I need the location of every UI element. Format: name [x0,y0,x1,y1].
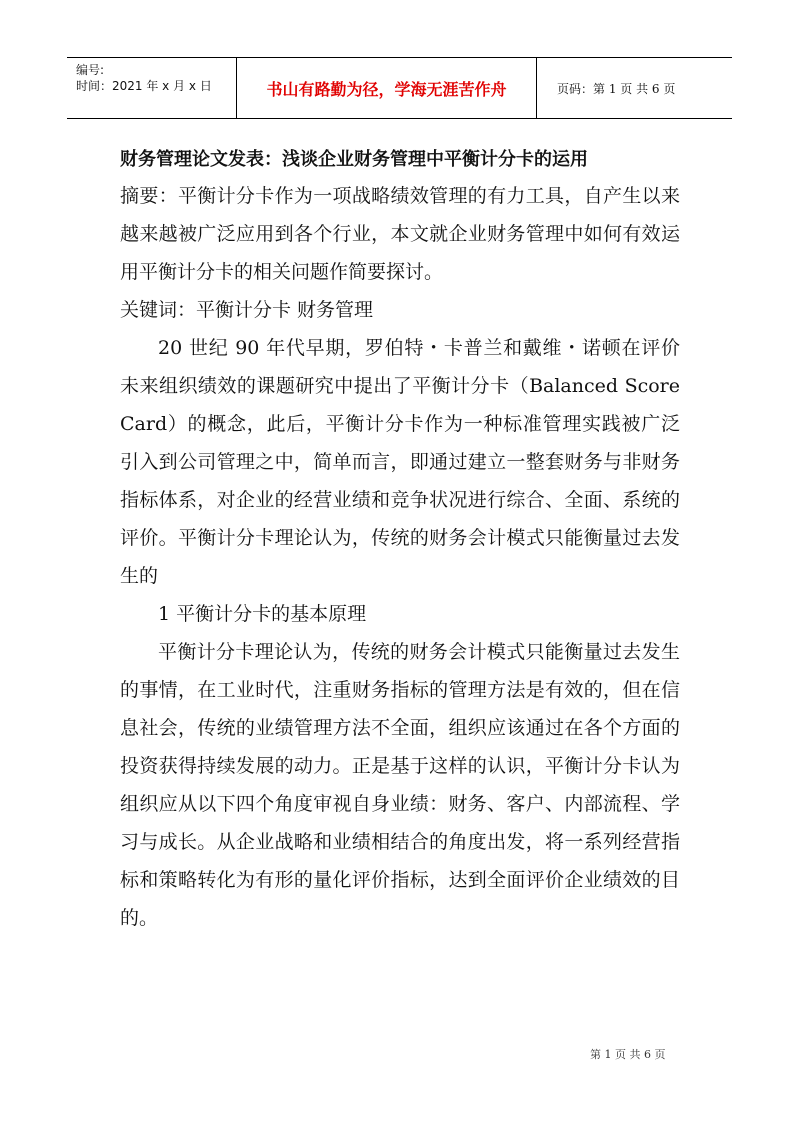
abstract-paragraph: 摘要：平衡计分卡作为一项战略绩效管理的有力工具，自产生以来越来越被广泛应用到各个行业，本文就企业财务管理中如何有效运用平衡计分卡的相关问题作简要探讨。 [120,185,680,283]
header-page-info: 页码：第 1 页 共 6 页 [557,81,676,96]
section-paragraph: 平衡计分卡理论认为，传统的财务会计模式只能衡量过去发生的事情，在工业时代，注重财务指标的管理方法是有效的，但在信息社会，传统的业绩管理方法不全面，组织应该通过在各个方面的投资获得持续发展的动力。正是基于这样的认识，平衡计分卡认为组织应从以下四个角度审视自身业绩：财务、客户、内部流程、学习与成长。从企业战略和业绩相结合的角度出发，将一系列经营指标和策略转化为有形的量化评价指标，达到全面评价企业绩效的目的。 [120,641,680,929]
article-title: 财务管理论文发表：浅谈企业财务管理中平衡计分卡的运用 [120,149,588,170]
page-footer: 第 1 页 共 6 页 [590,1048,666,1061]
time-label: 时间：2021 年 x 月 x 日 [76,79,212,93]
number-label: 编号: [76,63,105,77]
intro-paragraph: 20 世纪 90 年代早期，罗伯特・卡普兰和戴维・诺顿在评价未来组织绩效的课题研究中提出了平衡计分卡（Balanced Score Card）的概念，此后，平衡计分卡作为一种标准管理实践被广泛引入到公司管理之中，简单而言，即通过建立一整套财务与非财务指标体系，对企业的经营业绩和竞争状况进行综合、全面、系统的评价。平衡计分卡理论认为，传统的财务会计模式只能衡量过去发生的 [120,337,680,587]
header-meta [67,58,237,118]
keywords-line: 关键词：平衡计分卡 财务管理 [120,299,374,321]
document-body [120,143,680,937]
section-heading: 1 平衡计分卡的基本原理 [158,603,367,625]
header-motto: 书山有路勤为径，学海无涯苦作舟 [237,58,537,118]
document-header [67,57,732,119]
